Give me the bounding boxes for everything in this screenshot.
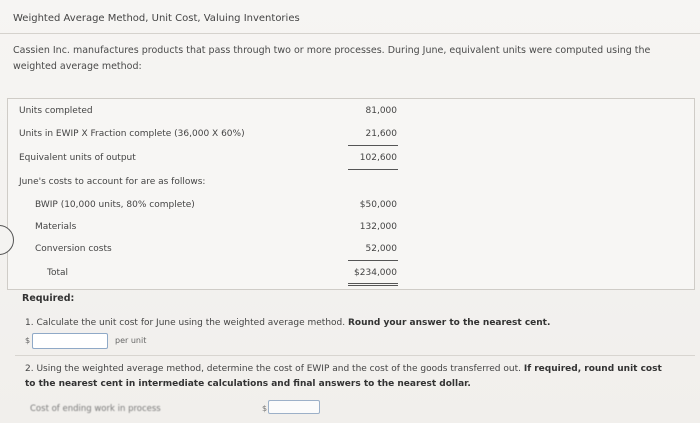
table-row [0, 266, 700, 282]
currency-symbol: $ [25, 336, 31, 345]
table-row [0, 242, 700, 258]
problem-intro: Cassien Inc. manufactures products that pass through two or more processes. During June, equivalent units were computed using the weighted average method: [13, 45, 651, 72]
row-label: Equivalent units of output [19, 153, 136, 163]
row-value: 21,600 [365, 129, 397, 139]
unit-cost-answer-row [25, 333, 225, 351]
question-instruction: Round your answer to the nearest cent. [347, 318, 551, 328]
question-1 [25, 318, 550, 328]
subtotal-underline [348, 260, 398, 261]
required-heading: Required: [22, 293, 75, 304]
question-number: 1. [25, 318, 34, 328]
ewip-label: Cost of ending work in process [30, 404, 161, 414]
row-value: $50,000 [359, 200, 397, 210]
title-divider [0, 33, 700, 34]
unit-label: per unit [115, 336, 147, 345]
row-value: 52,000 [365, 244, 397, 254]
question-number: 2. [25, 364, 34, 374]
row-value: 102,600 [359, 153, 397, 163]
row-value: $234,000 [354, 268, 397, 278]
row-value: 81,000 [365, 106, 397, 116]
table-row [0, 175, 700, 191]
page-title: Weighted Average Method, Unit Cost, Valuing Inventories [13, 13, 300, 24]
question-2 [25, 362, 675, 392]
table-row [0, 127, 700, 143]
section-divider [15, 355, 695, 356]
total-double-underline [348, 283, 398, 286]
table-row [0, 220, 700, 236]
ewip-cost-input[interactable] [268, 400, 320, 414]
table-row [0, 151, 700, 167]
table-row [0, 104, 700, 120]
total-underline [348, 169, 398, 170]
question-text: Using the weighted average method, determine the cost of EWIP and the cost of the goods transferred out. [36, 364, 521, 374]
row-label: BWIP (10,000 units, 80% complete) [35, 200, 195, 210]
question-text: Calculate the unit cost for June using the weighted average method. [36, 318, 346, 328]
row-value: 132,000 [359, 222, 397, 232]
table-row [0, 198, 700, 214]
row-label: Units in EWIP X Fraction complete (36,000 X 60%) [19, 129, 245, 139]
row-label: Materials [35, 222, 77, 232]
row-label: June's costs to account for are as follows: [19, 177, 206, 187]
row-label: Total [47, 268, 69, 278]
question-instruction: If required, round unit cost to the nearest cent in intermediate calculations and final answers to the nearest dollar. [25, 364, 662, 389]
ewip-answer-row [0, 396, 700, 423]
currency-symbol: $ [262, 404, 268, 413]
subtotal-underline [348, 145, 398, 146]
unit-cost-input[interactable] [32, 333, 108, 349]
row-label: Units completed [19, 106, 93, 116]
row-label: Conversion costs [35, 244, 112, 254]
